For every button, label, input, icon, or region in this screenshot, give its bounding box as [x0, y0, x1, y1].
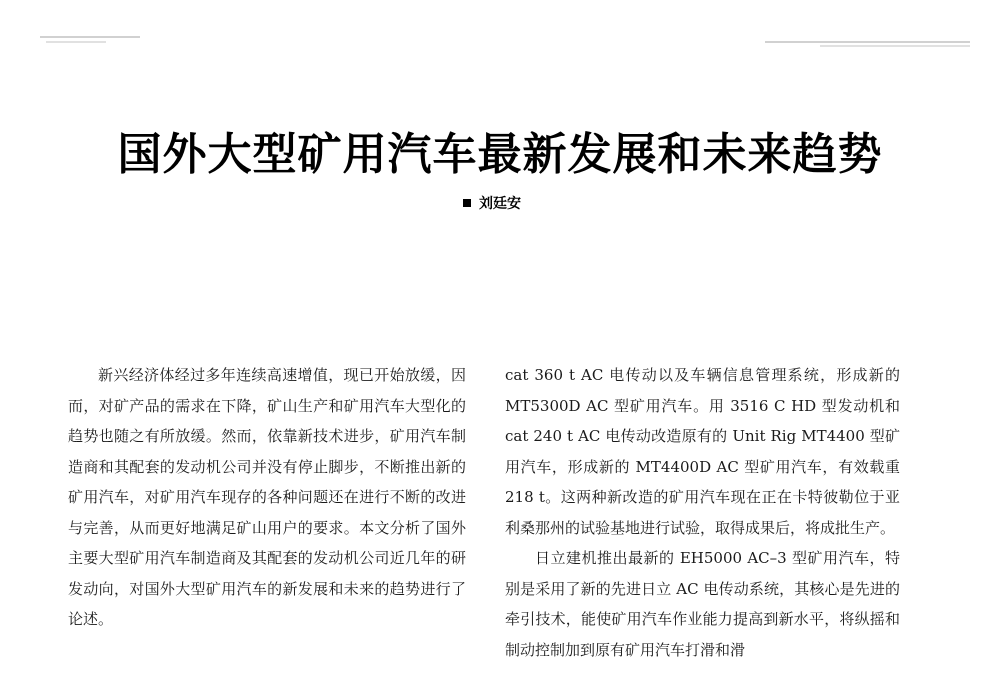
scan-artifact: [820, 45, 970, 47]
body-paragraph: cat 360 t AC 电传动以及车辆信息管理系统，形成新的 MT5300D AC 型矿用汽车。用 3516 C HD 型发动机和 cat 240 t AC 电传动改造原有的 Unit Rig MT4400 型矿用汽车，形成新的 MT4400D AC 型矿用汽车，有效载重 218 t。这两种新改造的矿用汽车现在正在卡特彼勒位于亚利桑那州的试验基地进行试验，取得成果后，将成批生产。: [505, 366, 900, 537]
author-marker-icon: [463, 199, 471, 207]
scan-artifact: [40, 36, 140, 38]
scan-artifact: [46, 41, 106, 43]
body-paragraph: 日立建机推出最新的 EH5000 AC–3 型矿用汽车，特别是采用了新的先进日立 AC 电传动系统，其核心是先进的牵引技术，能使矿用汽车作业能力提高到新水平，将纵摇和制动控制加到原有矿用汽车打滑和滑: [505, 549, 900, 659]
abstract-paragraph: 新兴经济体经过多年连续高速增值，现已开始放缓，因而，对矿产品的需求在下降，矿山生产和矿用汽车大型化的趋势也随之有所放缓。然而，依靠新技术进步，矿用汽车制造商和其配套的发动机公司并没有停止脚步，不断推出新的矿用汽车，对矿用汽车现存的各种问题还在进行不断的改进与完善，从而更好地满足矿山用户的要求。本文分析了国外主要大型矿用汽车制造商及其配套的发动机公司近几年的研发动向，对国外大型矿用汽车的新发展和未来的趋势进行了论述。: [68, 366, 466, 628]
scan-artifact: [765, 41, 970, 43]
author-line: [463, 193, 521, 213]
left-column: [68, 360, 466, 635]
article-title: 国外大型矿用汽车最新发展和未来趋势: [117, 129, 883, 180]
author-name: 刘廷安: [479, 196, 521, 212]
right-column: [505, 360, 900, 665]
